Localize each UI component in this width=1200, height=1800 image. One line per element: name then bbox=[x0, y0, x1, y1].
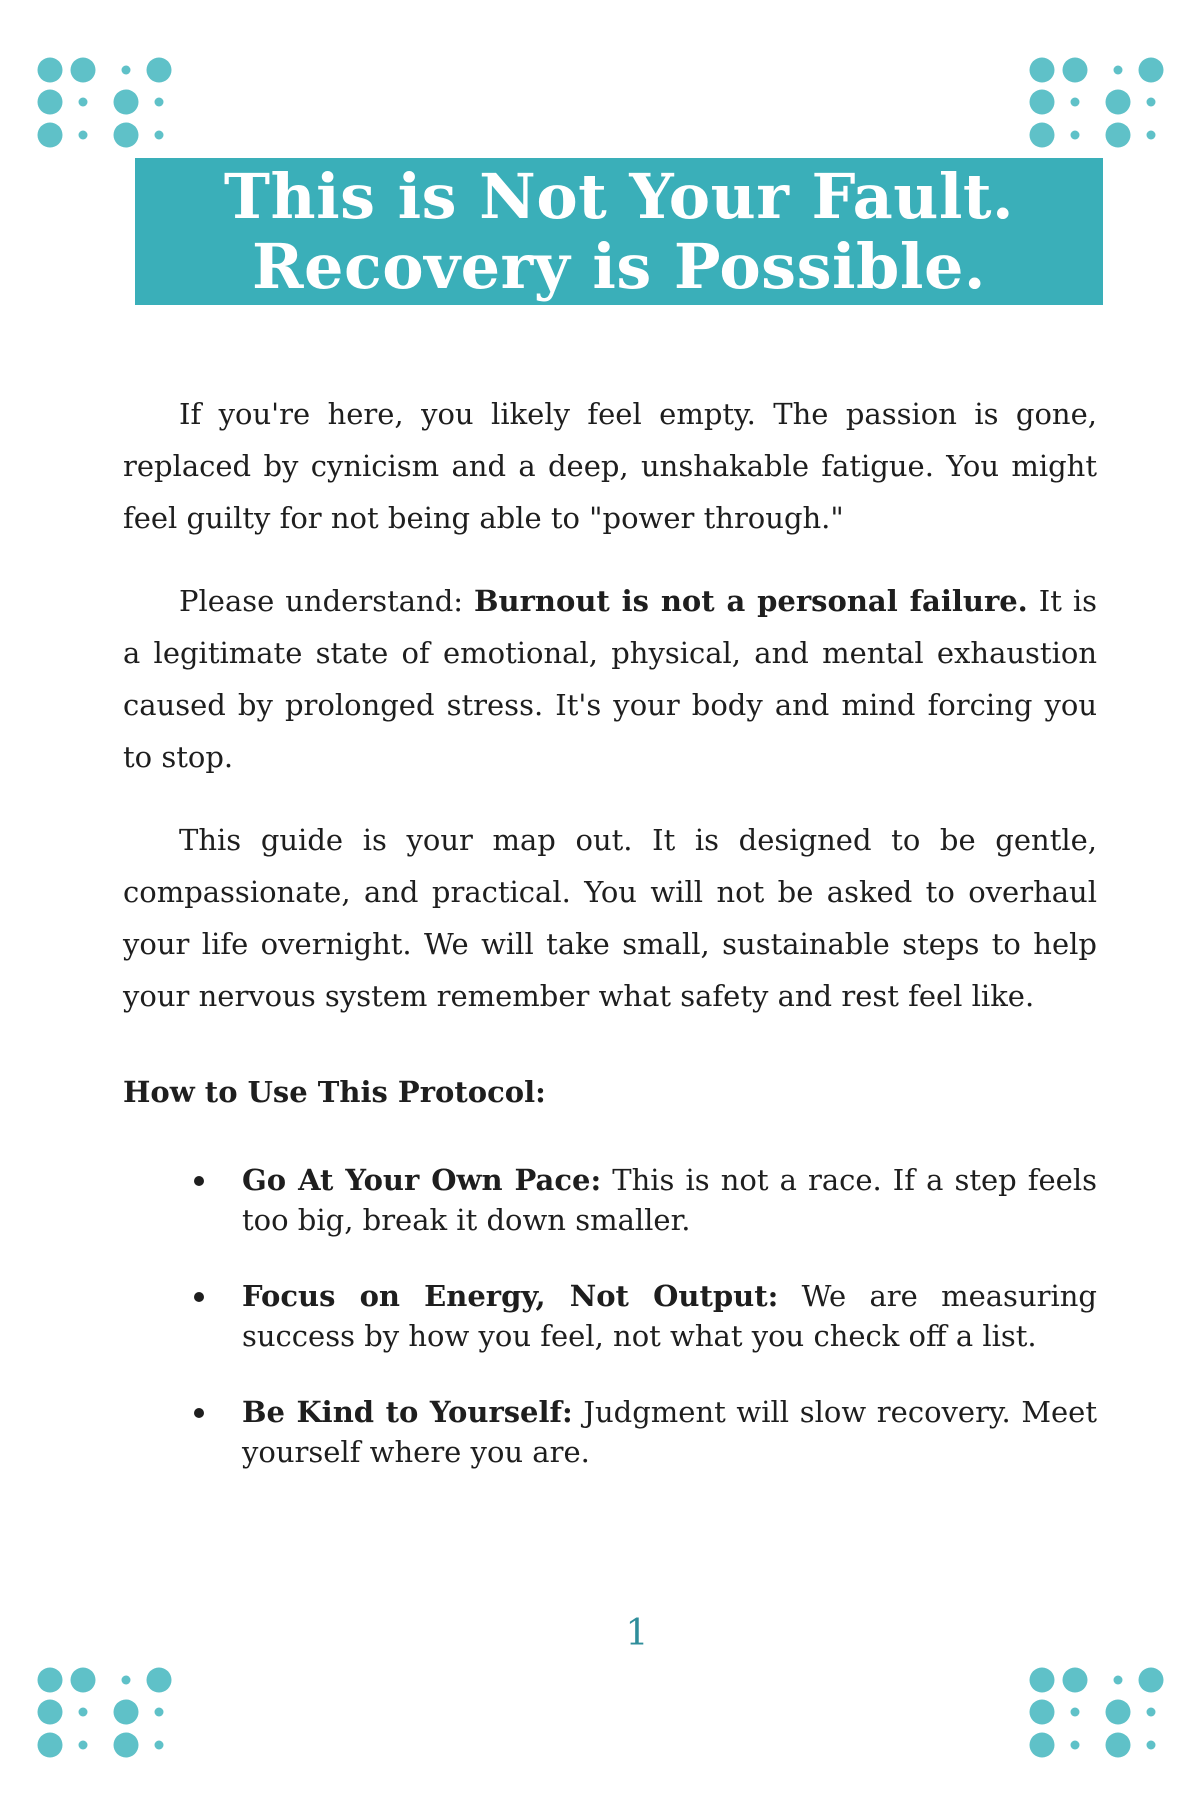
bullet-icon bbox=[194, 1292, 204, 1302]
banner-title-line-1: This is Not Your Fault. bbox=[223, 160, 1015, 233]
bullet-lead-text: Go At Your Own Pace: bbox=[242, 1163, 602, 1197]
paragraph bbox=[123, 388, 1097, 544]
bullet-body-text: This is not a race. If a step feels too big, break it down smaller. bbox=[242, 1163, 1097, 1237]
intro-paragraphs bbox=[123, 388, 1097, 1022]
bullet-body-text: Judgment will slow recovery. Meet yourself where you are. bbox=[242, 1395, 1097, 1469]
page-number: 1 bbox=[625, 1613, 649, 1654]
paragraph bbox=[123, 575, 1097, 783]
text-run: It is a legitimate state of emotional, physical, and mental exhaustion caused by prolonged stress. It's your body and mind forcing you to stop. bbox=[123, 584, 1097, 774]
bullet-item bbox=[123, 1160, 1097, 1240]
body-content bbox=[123, 388, 1097, 1508]
bullet-icon bbox=[194, 1176, 204, 1186]
corner-dots-bottom-left-icon bbox=[37, 1667, 172, 1758]
bold-text-run: Burnout is not a personal failure. bbox=[474, 584, 1028, 618]
text-run: If you're here, you likely feel empty. The passion is gone, replaced by cynicism and a deep, unshakable fatigue. You might feel guilty for not being able to "power through." bbox=[123, 397, 1097, 535]
corner-dots-top-left-icon bbox=[37, 57, 172, 148]
corner-dots-top-right-icon bbox=[1029, 57, 1164, 148]
bullet-lead-text: Be Kind to Yourself: bbox=[242, 1395, 573, 1429]
paragraph bbox=[123, 814, 1097, 1022]
bullet-body-text: We are measuring success by how you feel, not what you check off a list. bbox=[242, 1279, 1097, 1353]
text-run: Please understand: bbox=[179, 584, 475, 618]
section-heading: How to Use This Protocol: bbox=[123, 1075, 546, 1109]
bullet-icon bbox=[194, 1408, 204, 1418]
corner-dots-bottom-right-icon bbox=[1029, 1667, 1164, 1758]
bullet-list bbox=[123, 1160, 1097, 1472]
bullet-lead-text: Focus on Energy, Not Output: bbox=[242, 1279, 779, 1313]
title-banner bbox=[135, 158, 1103, 305]
bullet-item bbox=[123, 1276, 1097, 1356]
text-run: This guide is your map out. It is designed to be gentle, compassionate, and practical. You will not be asked to overhaul your life overnight. We will take small, sustainable steps to help your nervous system remember what safety and rest feel like. bbox=[123, 823, 1097, 1013]
bullet-item bbox=[123, 1392, 1097, 1472]
banner-title-line-2: Recovery is Possible. bbox=[252, 230, 986, 303]
